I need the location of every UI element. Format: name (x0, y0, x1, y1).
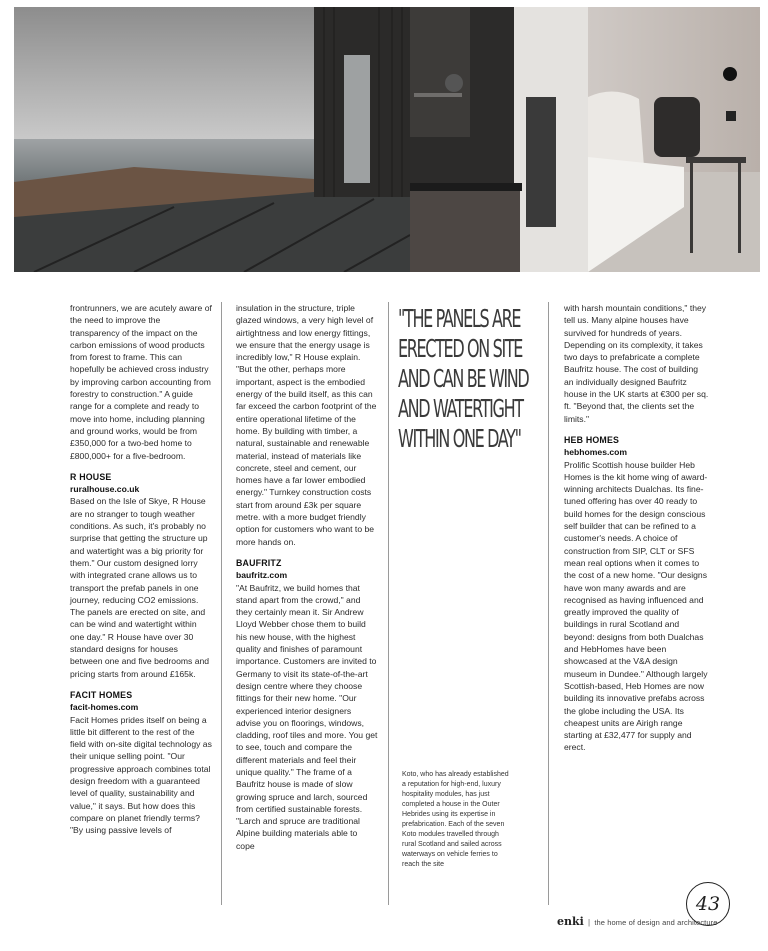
heb-url: hebhomes.com (564, 447, 628, 458)
column-rule (388, 302, 389, 905)
col2-intro: insulation in the structure, triple glazed windows, a very high level of airtightness and low energy fittings, we ensure that the energy usage is incredibly low," R House explain. "But the other, perhaps more important, aspect is the embodied energy of the build itself, as this can far exceed the carbon footprint of the entire operational lifetime of the home. By building with timber, a natural, sustainable and renewable material, instead of materials like concrete, steel and cement, our homes have a far lower embodied energy." Turnkey construction costs start from around £3k per square metre. with a more budget friendly option for customers who want to be more hands on. (236, 303, 377, 547)
rhouse-heading: R HOUSE (70, 471, 112, 482)
magazine-brand: enki (557, 915, 584, 928)
facit-body: Facit Homes prides itself on being a little bit different to the rest of the field with on-site digital technology as their unique selling point. "Our progressive approach combines total design freedom with a guaranteed level of quality, sustainability and value," it says. But how does this compare on planet friendly terms? "By using passive levels of (70, 714, 212, 836)
magazine-tagline: the home of design and architecture (594, 918, 718, 927)
column-4 (564, 302, 709, 754)
side-table (686, 157, 746, 163)
pull-quote: "THE PANELS ARE ERECTED ON SITE AND CAN BE WIND AND WATERTIGHT WITHIN ONE DAY" (398, 304, 529, 453)
column-rule (548, 302, 549, 905)
col1-intro: frontrunners, we are acutely aware of the need to improve the transparency of the impact on the carbon emissions of wood products from forest to frame. This can hopefully be achieved cross industry by improving carbon accounting from forestry to construction." A guide range for a complete and ready to move into home, including planning and ground works, would be from £350,000 for a two-bed home to £800,000+ for a five-bedroom. (70, 303, 212, 461)
footer-separator: | (588, 918, 591, 927)
hero-photo (14, 7, 760, 272)
fridge (526, 97, 556, 227)
column-2 (236, 302, 378, 852)
rhouse-url: ruralhouse.co.uk (70, 484, 140, 495)
baufritz-heading: BAUFRITZ (236, 557, 282, 568)
heb-body: Prolific Scottish house builder Heb Homes is the kit home wing of award-winning architects Dualchas. Its fine-tuned offering has over 40 ready to build homes for the design conscious self builder that can be refined to a customer's needs. A choice of construction from SIP, CLT or SFS mean real options when it comes to the cost of a new home. "Our designs have won many awards and are recognised as having influenced and greatly improved the quality of buildings in rural Scotland and beyond: designs from both Dualchas and HebHomes have been showcased at the V&A design museum in Dundee." Although largely Scottish-based, Heb Homes are now building its innovative prefabs across the globe including the USA. Its cheapest units are Airigh range starting at £32,477 for supply and erect. (564, 459, 708, 753)
heb-heading: HEB HOMES (564, 434, 620, 445)
window (344, 55, 370, 183)
wall-lamp (723, 67, 737, 81)
facit-url: facit-homes.com (70, 702, 139, 713)
col4-intro: with harsh mountain conditions," they tell us. Many alpine houses have survived for hundreds of years. Depending on its complexity, it takes two days to prefabricate a complete Baufritz house. The cost of building an individually designed Baufritz house in the UK starts at €300 per sq. ft. "Beyond that, the clients set the limits." (564, 303, 709, 424)
headboard (654, 97, 700, 157)
column-rule (221, 302, 222, 905)
light-switch (726, 111, 736, 121)
rhouse-body: Based on the Isle of Skye, R House are no stranger to tough weather conditions. As such, it's probably no surprise that getting the structure up and watertight was a big priority for them." Our custom designed lorry with integrated crane allows us to transport the prefab panels in one journey, reducing CO2 emissions. The panels are erected on site, and can be wind and watertight within one day." R House have over 30 standard designs for houses between one and five bedrooms and pricing starts from around £165k. (70, 496, 210, 679)
shelf (414, 93, 462, 97)
hero-photo-strip (14, 7, 760, 272)
photo-caption: Koto, who has already established a reputation for high-end, luxury hospitality modules, has just completed a house in the Outer Hebrides using its expertise in prefabrication. Each of the seven Koto modules travelled through rural Scotland and sailed across waterways on vehicle ferries to reach the site (402, 771, 509, 868)
baufritz-body: "At Baufritz, we build homes that stand apart from the crowd," and they certainly mean it. Sir Andrew Lloyd Webber chose them to build his new house, with the highest quality and finishes of paramount importance. Customers are invited to Germany to visit its state-of-the-art design centre where they choose fittings for their new home. "Our experienced interior designers advise you on floorings, windows, cladding, roof tiles and more. You get to see, touch and compare the different materials and feel their unique quality." The frame of a Baufritz house is made of slow growing spruce and larch, sourced from certified sustainable forests. "Larch and spruce are traditional Alpine building materials able to cope (236, 582, 378, 851)
column-1 (70, 302, 212, 836)
plant (445, 74, 463, 92)
page-number: 43 (686, 882, 730, 926)
facit-heading: FACIT HOMES (70, 689, 133, 700)
counter (410, 189, 520, 272)
baufritz-url: baufritz.com (236, 570, 288, 581)
